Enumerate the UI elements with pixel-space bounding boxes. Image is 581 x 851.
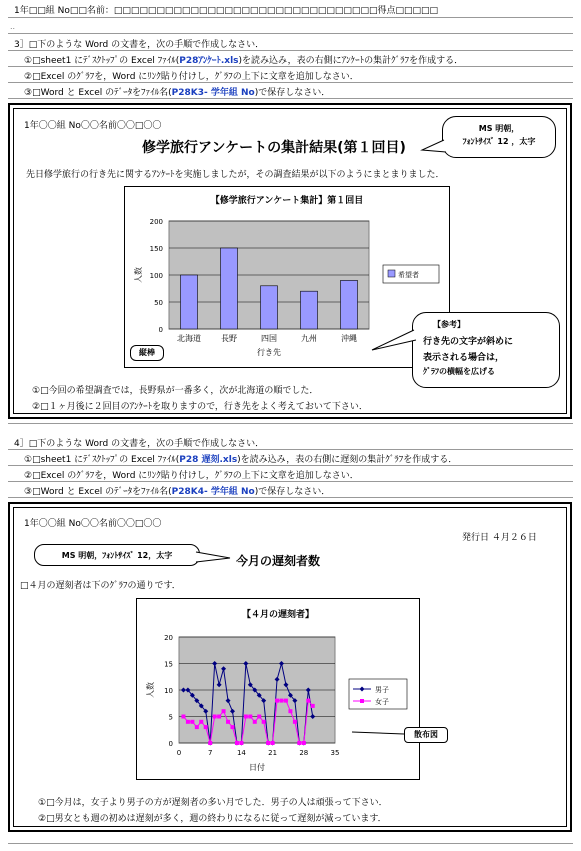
x-tick-label: 35 [330, 749, 340, 757]
data-point [253, 720, 257, 724]
data-point [257, 715, 261, 719]
x-tick-label: 21 [268, 749, 278, 757]
data-point [284, 699, 288, 703]
data-point [311, 704, 315, 708]
x-axis-label: 日付 [249, 763, 265, 772]
doc2-note-1: ①□今月は，女子より男子の方が遅刻者の多い月でした．男子の人は頑張って下さい． [38, 798, 388, 808]
doc1-name-line: 1年〇〇組 No〇〇名前〇〇□〇〇 [24, 121, 162, 131]
data-point [293, 720, 297, 724]
x-tick-label: 北海道 [177, 334, 201, 343]
data-point [235, 741, 239, 745]
y-tick-label: 50 [154, 299, 163, 307]
doc1-note-1: ①□今回の希望調査では，長野県が一番多く，次が北海道の順でした． [32, 386, 319, 396]
divider [8, 843, 573, 844]
doc2-name-line: 1年〇〇組 No〇〇名前〇〇□〇〇 [24, 519, 162, 529]
bar [261, 286, 278, 329]
doc2-title: 今月の遅刻者数 [236, 554, 321, 568]
q4-step-1: ①□sheet1 にﾃﾞｽｸﾄｯﾌﾟの Excel ﾌｧｲﾙ(P28 遅刻.xls)を読み込み，表の右側に遅刻の集計ｸﾞﾗﾌを作成する． [24, 455, 458, 465]
bar [181, 275, 198, 329]
data-point [239, 741, 243, 745]
q3-step-1: ①□sheet1 にﾃﾞｽｸﾄｯﾌﾟの Excel ﾌｧｲﾙ(P28ｱﾝｹｰﾄ.xls)を読み込み，表の右側にｱﾝｹｰﾄの集計ｸﾞﾗﾌを作成する． [24, 56, 464, 66]
q4-step-2: ②□Excel のｸﾞﾗﾌを，Word にﾘﾝｸ貼り付けし，ｸﾞﾗﾌの上下に文章を追加しなさい． [24, 471, 359, 481]
legend-marker [360, 699, 364, 703]
doc2-font-callout: MS 明朝，ﾌｫﾝﾄｻｲｽﾞ 12，太字 [34, 544, 200, 566]
data-point [248, 715, 252, 719]
x-tick-label: 沖縄 [341, 334, 357, 343]
legend-label: 男子 [375, 686, 389, 694]
doc2-intro: □４月の遅刻者は下のｸﾞﾗﾌの通りです． [20, 581, 181, 591]
y-axis-label: 人数 [146, 682, 155, 698]
divider [8, 17, 573, 18]
y-tick-label: 0 [168, 740, 173, 748]
data-point [288, 709, 292, 713]
y-tick-label: 20 [164, 634, 173, 642]
y-tick-label: 15 [164, 660, 173, 669]
callout-pointer [370, 326, 420, 352]
q4-title: 4］□下のような Word の文書を，次の手順で作成しなさい． [14, 439, 265, 449]
y-tick-label: 100 [149, 272, 163, 280]
callout-pointer [420, 138, 450, 158]
paragraph-mark: .. [10, 22, 16, 31]
data-point [275, 699, 279, 703]
legend-label: 女子 [375, 698, 389, 706]
divider [8, 481, 573, 482]
x-tick-label: 0 [176, 749, 182, 757]
data-point [297, 741, 301, 745]
legend-label: 希望者 [398, 271, 419, 279]
x-tick-label: 四国 [261, 334, 277, 343]
x-tick-label: 7 [207, 749, 213, 757]
doc1-font-callout: MS 明朝， ﾌｫﾝﾄｻｲｽﾞ 12 ，太字 [442, 116, 556, 158]
divider [8, 33, 573, 34]
data-point [266, 741, 270, 745]
q3-title: 3］□下のような Word の文書を，次の手順で作成しなさい． [14, 40, 265, 50]
data-point [217, 715, 221, 719]
doc2-note-2: ②□男女とも週の初めは遅刻が多く，週の終わりになるに従って遅刻が減っています． [38, 814, 387, 824]
data-point [262, 720, 266, 724]
doc1-reference-callout: 【参考】 行き先の文字が斜めに 表示される場合は， ｸﾞﾗﾌの横幅を広げる [412, 312, 560, 388]
data-point [181, 715, 185, 719]
divider [8, 449, 573, 450]
y-tick-label: 200 [149, 218, 163, 226]
data-point [280, 699, 284, 703]
data-point [230, 725, 234, 729]
divider [8, 497, 573, 498]
doc1-title: 修学旅行アンケートの集計結果(第１回目) [142, 140, 406, 156]
bar [301, 291, 318, 329]
divider [8, 82, 573, 83]
q3-step-3: ③□Word と Excel のﾃﾞｰﾀをﾌｧｲﾙ名(P28K3- 学年組 No)で保存しなさい． [24, 88, 331, 98]
chart2-frame [136, 598, 420, 780]
data-point [244, 715, 248, 719]
data-point [302, 741, 306, 745]
bar [221, 248, 238, 329]
q4-step-3: ③□Word と Excel のﾃﾞｰﾀをﾌｧｲﾙ名(P28K4- 学年組 No)で保存しなさい． [24, 487, 331, 497]
data-point [208, 741, 212, 745]
chart-title: 【修学旅行アンケート集計】第１回目 [210, 196, 364, 206]
divider [8, 423, 573, 424]
divider [8, 98, 573, 99]
data-point [195, 725, 199, 729]
divider [8, 66, 573, 67]
y-tick-label: 0 [158, 326, 163, 334]
chart-title: 【４月の遅刻者】 [241, 610, 315, 620]
legend-swatch [388, 270, 395, 277]
divider [8, 50, 573, 51]
data-point [222, 709, 226, 713]
x-tick-label: 九州 [301, 334, 317, 343]
doc1-intro: 先日修学旅行の行き先に関するｱﾝｹｰﾄを実施しましたが，その調査結果が以下のようにまとまりました． [26, 170, 445, 180]
data-point [306, 699, 310, 703]
data-point [204, 725, 208, 729]
scatter-chart [137, 599, 419, 779]
x-tick-label: 28 [299, 749, 309, 757]
divider [8, 465, 573, 466]
data-point [226, 720, 230, 724]
x-axis-label: 行き先 [257, 348, 281, 357]
callout-pointer [350, 726, 406, 740]
y-tick-label: 10 [164, 687, 173, 695]
data-point [213, 715, 217, 719]
data-point [199, 720, 203, 724]
doc1-note-2: ②□１ヶ月後に２回目のｱﾝｹｰﾄを取りますので，行き先をよく考えておいて下さい． [32, 402, 368, 412]
data-point [186, 720, 190, 724]
doc1-vertical-callout: 縦棒 [130, 345, 164, 361]
x-tick-label: 14 [236, 749, 246, 757]
data-point [271, 741, 275, 745]
doc2-scatter-callout: 散布図 [404, 727, 448, 743]
y-tick-label: 150 [149, 245, 163, 253]
y-axis-label: 人数 [134, 267, 143, 283]
x-tick-label: 長野 [221, 334, 237, 343]
doc2-issue-date: 発行日 ４月２６日 [462, 533, 537, 543]
callout-pointer [194, 548, 234, 566]
bar [341, 280, 358, 329]
q3-step-2: ②□Excel のｸﾞﾗﾌを，Word にﾘﾝｸ貼り付けし，ｸﾞﾗﾌの上下に文章を追加しなさい． [24, 72, 359, 82]
data-point [190, 720, 194, 724]
y-tick-label: 5 [168, 713, 173, 722]
header-name-line: 1年□□組 No□□名前：□□□□□□□□□□□□□□□□□□□□□□□□□□□□□□□得点□□□□□ [14, 6, 438, 16]
